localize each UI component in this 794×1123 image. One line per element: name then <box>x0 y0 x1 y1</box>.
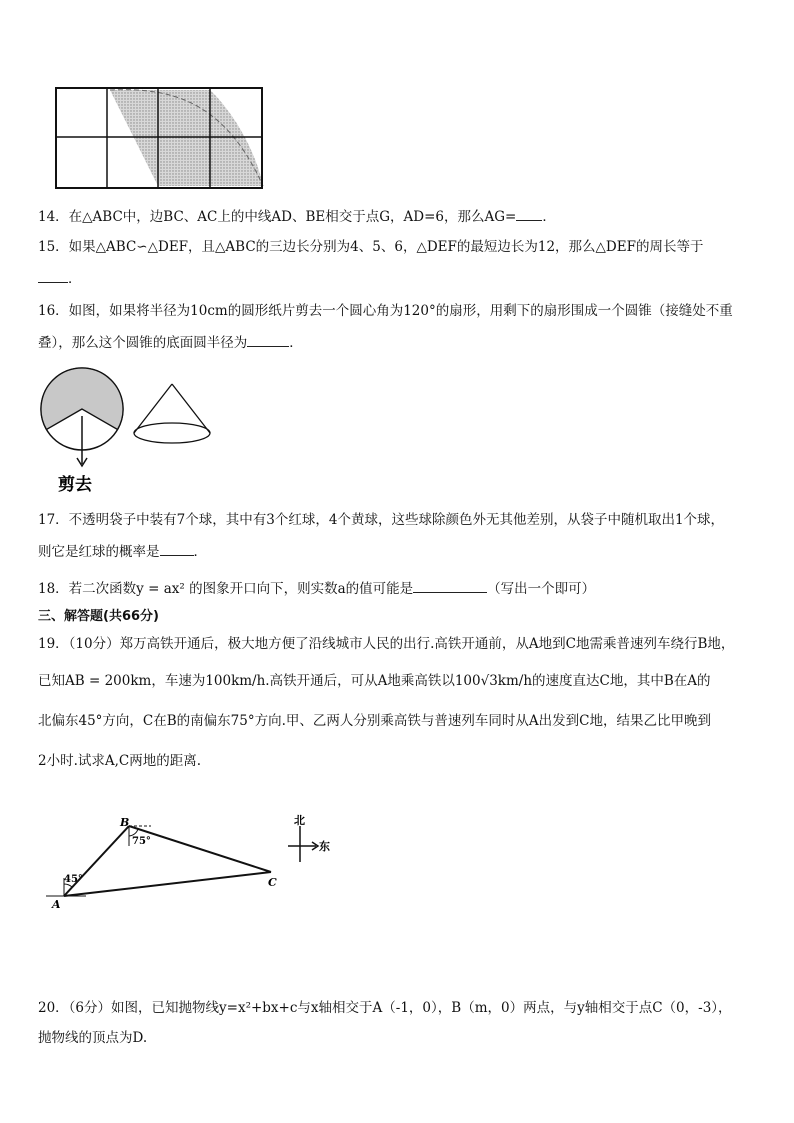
question-15-line2 <box>38 268 82 288</box>
question-18 <box>38 578 595 598</box>
label-b: B <box>120 816 130 829</box>
q17-tail: ． <box>193 544 207 560</box>
label-c: C <box>268 876 277 889</box>
q14-tail: ． <box>542 209 556 225</box>
compass-icon <box>288 814 330 862</box>
question-19-line2 <box>38 672 711 690</box>
label-a: A <box>52 898 61 911</box>
q15-tail: ． <box>68 271 82 287</box>
q18-text: 18．若二次函数y = ax² 的图象开口向下，则实数a的值可能是 <box>38 581 414 597</box>
angle-b-label: 75° <box>132 836 151 847</box>
angle-a-label: 45° <box>64 874 83 885</box>
q17-text-2: 则它是红球的概率是 <box>38 544 160 560</box>
q15-answer-blank[interactable] <box>38 268 68 283</box>
section-3-heading: 三、解答题(共66分) <box>38 609 159 624</box>
grid-figure <box>52 86 266 192</box>
east-label: 东 <box>319 840 330 853</box>
q16-tail: ． <box>289 335 303 351</box>
q14-answer-blank[interactable] <box>516 206 542 221</box>
q17-answer-blank[interactable] <box>160 541 194 556</box>
q19-text-3: 北偏东45°方向，C在B的南偏东75°方向.甲、乙两人分别乘高铁与普速列车同时从A出发到C地，结果乙比甲晚到 <box>38 713 711 729</box>
q16-answer-blank[interactable] <box>247 332 289 347</box>
q14-text: 14．在△ABC中，边BC、AC上的中线AD、BE相交于点G，AD=6，那么AG= <box>38 209 517 225</box>
side-ac <box>64 872 271 896</box>
q19-text-2: 已知AB = 200km，车速为100km/h.高铁开通后，可从A地乘高铁以100√3km/h的速度直达C地，其中B在A的 <box>38 673 711 689</box>
q20-text-2: 抛物线的顶点为D. <box>38 1030 148 1046</box>
q16-text-2: 叠），那么这个圆锥的底面圆半径为 <box>38 335 248 351</box>
question-19-line4 <box>38 752 201 770</box>
question-20-line1 <box>38 999 732 1017</box>
cut-label: 剪去 <box>58 475 92 495</box>
q17-text-1: 17．不透明袋子中装有7个球，其中有3个红球，4个黄球，这些球除颜色外无其他差别，从袋子中随机取出1个球， <box>38 512 725 528</box>
side-ab <box>64 826 129 896</box>
q18-answer-blank[interactable] <box>413 578 487 593</box>
question-19-line3 <box>38 712 711 730</box>
question-19-line1 <box>38 635 734 653</box>
q18-tail: （写出一个即可） <box>487 581 596 597</box>
question-16-line2 <box>38 332 303 352</box>
question-15-line1 <box>38 238 703 256</box>
question-14 <box>38 206 556 226</box>
q19-text-4: 2小时.试求A,C两地的距离. <box>38 753 202 769</box>
q16-text-1: 16．如图，如果将半径为10cm的圆形纸片剪去一个圆心角为120°的扇形，用剩下的扇形围成一个圆锥（接缝处不重 <box>38 303 733 319</box>
question-20-line2 <box>38 1029 147 1047</box>
north-label: 北 <box>294 814 305 827</box>
shaded-region <box>110 90 263 186</box>
q20-text-1: 20．（6分）如图，已知抛物线y=x²+bx+c与x轴相交于A（-1，0），B（m，0）两点，与y轴相交于点C（0，-3）， <box>38 1000 732 1016</box>
side-bc <box>129 826 271 872</box>
circle-cone-figure <box>38 364 228 496</box>
question-17-line1 <box>38 511 724 529</box>
question-17-line2 <box>38 541 207 561</box>
triangle-abc-figure <box>36 806 346 926</box>
q19-text-1: 19．（10分）郑万高铁开通后，极大地方便了沿线城市人民的出行.高铁开通前，从A地到C地需乘普速列车绕行B地， <box>38 636 735 652</box>
q15-text: 15．如果△ABC∽△DEF，且△ABC的三边长分别为4、5、6，△DEF的最短边长为12，那么△DEF的周长等于 <box>38 239 704 255</box>
question-16-line1 <box>38 302 733 320</box>
